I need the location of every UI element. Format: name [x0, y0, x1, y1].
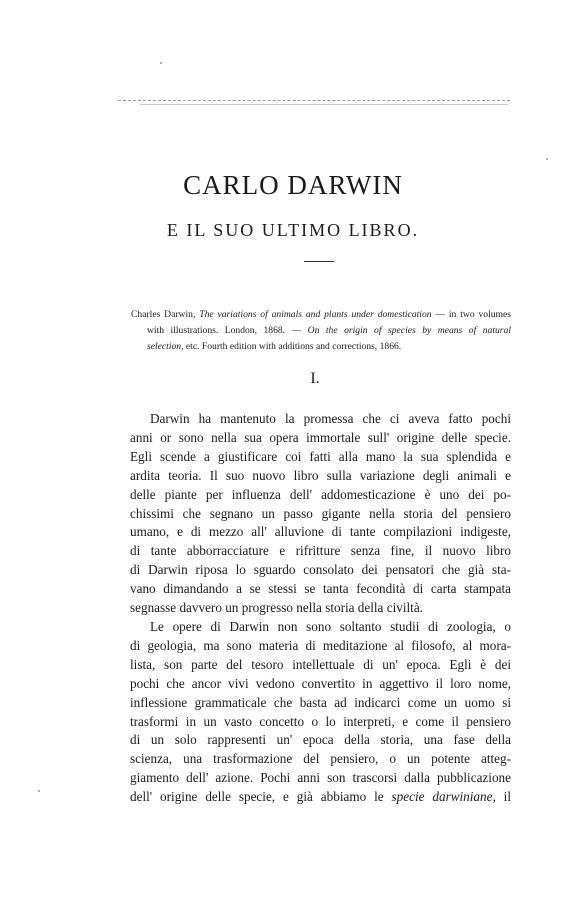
text-line: scienza, una trasformazione del pensiero, o un potente atteg-: [130, 751, 511, 767]
citation-text: — in two volumes: [435, 309, 511, 320]
header-rule: [118, 100, 510, 101]
italic-term: specie darwiniane,: [391, 789, 496, 805]
citation-work-title: The variations of animals and plants under domestication: [199, 309, 432, 320]
text-line: trasformi in un vasto concetto o lo interpreti, e come il pensiero: [130, 713, 511, 729]
text-line: umano, e di mezzo all' alluvione di tante compilazioni indigeste,: [130, 524, 511, 540]
header-rule-secondary: [140, 104, 508, 105]
text-line: inflessione grammaticale che basta ad indicarci come un uomo si: [130, 694, 511, 710]
text-line: Egli scende a giustificare coi fatti alla mano la sua splendida e: [130, 448, 511, 464]
citation-text: etc. Fourth edition with additions and corrections, 1866.: [185, 341, 402, 352]
paper-speck: [546, 158, 548, 160]
text-line: Le opere di Darwin non sono soltanto studii di zoologia, o: [150, 618, 511, 634]
text-line: ardita teoria. Il suo nuovo libro sulla variazione degli animali e: [130, 467, 511, 483]
text-line: di tante abborracciature e rifritture senza fine, il nuovo libro: [130, 543, 511, 559]
text-line: giamento dell' azione. Pochi anni son trascorsi dalla pubblicazione: [130, 770, 511, 786]
text-line: chissimi che segnano un passo gigante nella storia del pensiero: [130, 505, 511, 521]
citation-line: [131, 339, 511, 355]
text-line: anni or sono nella sua opera immortale sull' origine delle specie.: [130, 429, 511, 445]
body-text: [130, 410, 511, 807]
section-number: I.: [310, 370, 320, 387]
citation-line: [131, 323, 511, 339]
text-line: pochi che ancor vivi vedono convertito in aggettivo il loro nome,: [130, 675, 511, 691]
text-line: vano dimandando a se stessi se tanta fecondità di carta stampata: [130, 581, 511, 597]
article-title: CARLO DARWIN: [183, 170, 403, 200]
text-line: di Darwin riposa lo sguardo consolato dei pensatori che già sta-: [130, 562, 511, 578]
text-fragment: dell' origine delle specie, e già abbiamo le: [130, 789, 384, 805]
title-divider: [304, 261, 334, 262]
citation-work-title: selection,: [147, 341, 184, 352]
article-subtitle: E IL SUO ULTIMO LIBRO.: [166, 220, 420, 240]
paper-speck: [160, 62, 162, 64]
text-line: [130, 788, 511, 807]
text-line: segnasse davvero un progresso nella storia della civiltà.: [130, 600, 423, 616]
citation-line: [131, 307, 511, 323]
text-line: delle piante per influenza dell' addomesticazione è uno dei po-: [130, 486, 511, 502]
bibliographic-citation: [131, 307, 511, 355]
text-line: Darwin ha mantenuto la promessa che ci aveva fatto pochi: [150, 411, 511, 426]
citation-work-title: On the origin of species by means of natural: [307, 325, 511, 336]
text-line: di un solo rappresenti un' epoca della storia, una fase della: [130, 732, 511, 748]
text-line: lista, son parte del tesoro intellettuale di un' epoca. Egli è dei: [130, 656, 511, 672]
text-fragment: il: [503, 789, 511, 805]
text-line: di geologia, ma sono materia di meditazione al filosofo, al mora-: [130, 637, 511, 653]
citation-author: Charles Darwin,: [131, 309, 196, 320]
paper-speck: [38, 790, 40, 792]
citation-text: with illustrations. London, 1868. —: [147, 325, 302, 336]
